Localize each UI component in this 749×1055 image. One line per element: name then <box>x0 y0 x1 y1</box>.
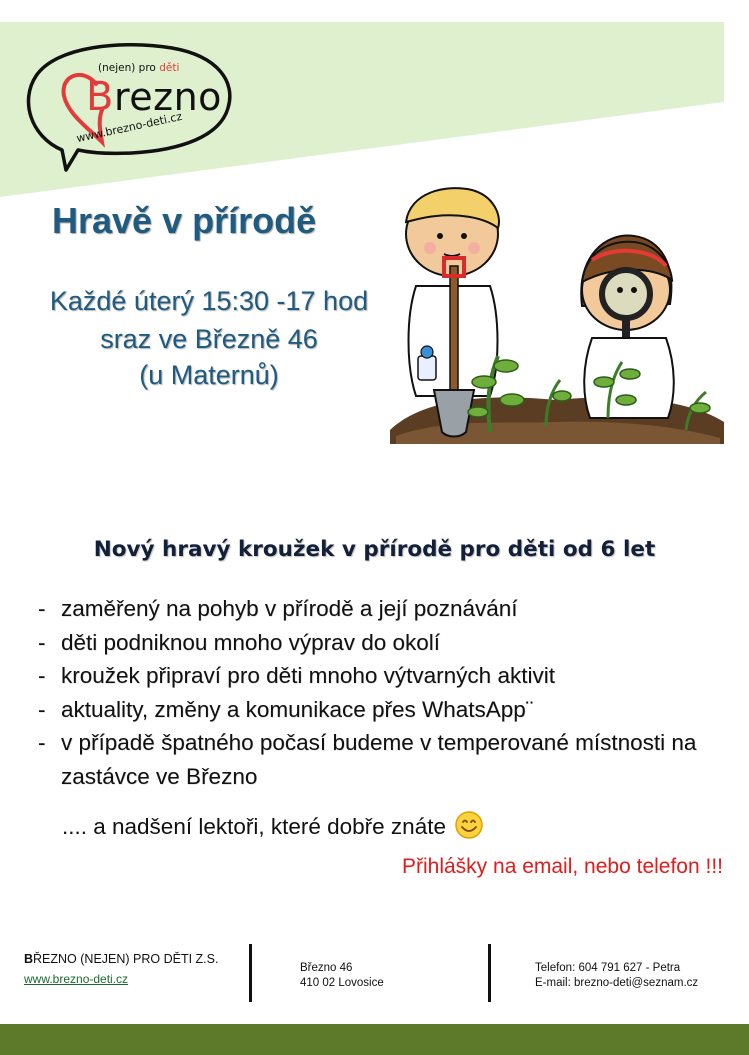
meeting-place-line: sraz ve Březně 46 <box>100 324 318 354</box>
lectors-note <box>62 810 484 840</box>
lectors-text: .... a nadšení lektoři, které dobře znáte <box>62 814 446 839</box>
footer-contact <box>535 961 698 991</box>
address-line: Březno 46 <box>300 962 353 974</box>
footer-website-link[interactable]: www.brezno-deti.cz <box>24 972 129 986</box>
application-note: Přihlášky na email, nebo telefon !!! <box>401 855 723 878</box>
footer-address <box>300 961 384 991</box>
feature-list <box>38 592 718 793</box>
footer-bar <box>0 1024 749 1055</box>
contact-phone: Telefon: 604 791 627 - Petra <box>535 962 681 974</box>
schedule-line: Každé úterý 15:30 -17 hod <box>49 286 369 316</box>
brezno-logo <box>22 38 234 176</box>
footer-divider <box>249 944 252 1002</box>
logo-url: www.brezno-deti.cz <box>75 109 184 145</box>
list-item: - děti podniknou mnoho výprav do okolí <box>38 626 718 660</box>
page-title: Hravě v přírodě <box>52 200 317 241</box>
footer-organization: BŘEZNO (NEJEN) PRO DĚTI Z.S. <box>24 952 219 966</box>
list-item: - v případě špatného počasí budeme v temperované místnosti na zastávce ve Březno <box>38 726 718 793</box>
meeting-place-note: (u Maternů) <box>139 360 279 390</box>
logo-tagline: (nejen) pro děti <box>98 62 180 74</box>
footer-divider <box>488 944 491 1002</box>
smiley-icon <box>454 810 484 840</box>
logo-wordmark: Brezno <box>86 74 222 120</box>
contact-email: E-mail: brezno-deti@seznam.cz <box>535 977 699 989</box>
main-headline: Nový hravý kroužek v přírodě pro děti od 6 let <box>93 537 656 562</box>
list-item: - aktuality, změny a komunikace přes WhatsApp¨ <box>38 693 718 727</box>
address-line: 410 02 Lovosice <box>300 977 384 989</box>
kids-gardening-illustration <box>386 186 728 448</box>
list-item: - zaměřený na pohyb v přírodě a její poznávání <box>38 592 718 626</box>
list-item: - kroužek připraví pro děti mnoho výtvarných aktivit <box>38 659 718 693</box>
